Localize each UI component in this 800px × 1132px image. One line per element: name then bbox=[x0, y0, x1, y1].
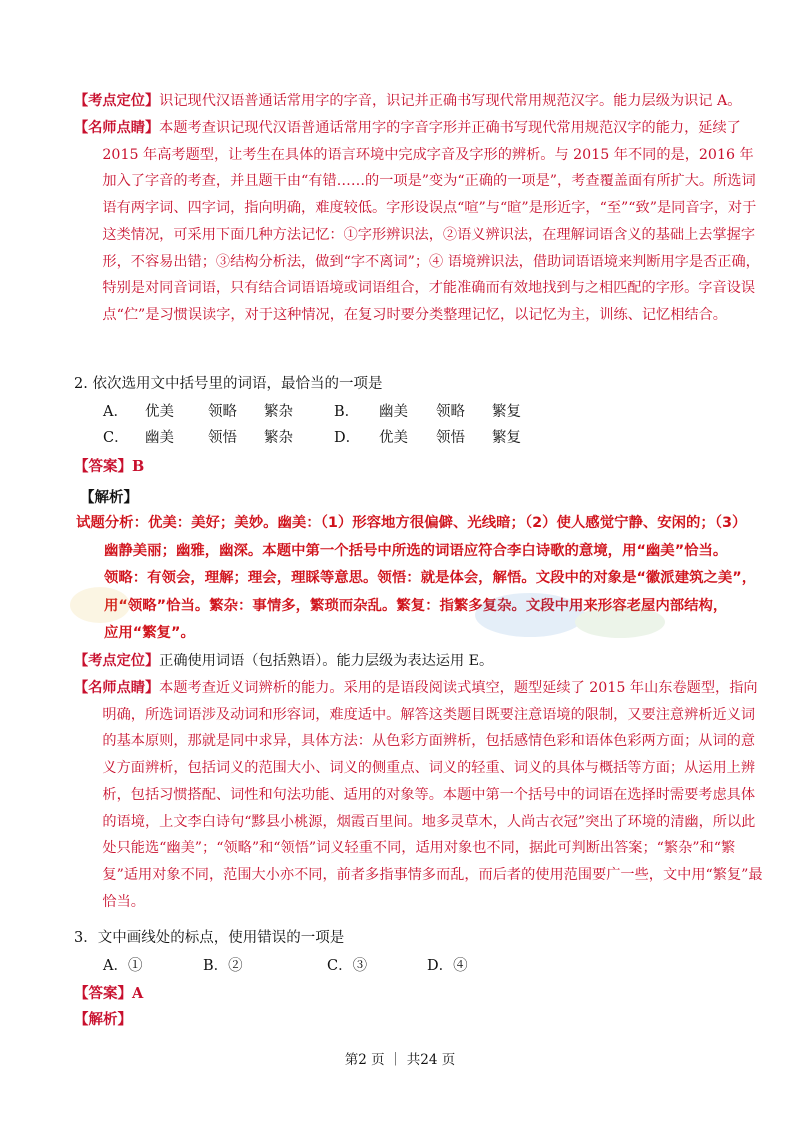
answer-tag: 【答案】 bbox=[74, 985, 132, 1002]
teacher-note-block-1 bbox=[74, 115, 767, 329]
question-3-analysis-heading bbox=[74, 1008, 132, 1029]
option-word: 幽美 bbox=[145, 430, 174, 446]
option-letter: A． bbox=[103, 404, 128, 420]
option: D．④ bbox=[427, 958, 468, 974]
option-word: 繁杂 bbox=[264, 404, 293, 420]
analysis-line: 用“领略”恰当。繁杂：事情多，繁琐而杂乱。繁复：指繁多复杂。文段中用来形容老屋内部结构， bbox=[104, 597, 728, 614]
option-word: 领悟 bbox=[208, 430, 237, 446]
answer-value: A bbox=[132, 985, 144, 1002]
option-word: 优美 bbox=[379, 430, 408, 446]
analysis-tag: 【解析】 bbox=[74, 1011, 132, 1028]
teacher-note-text: 本题考查近义词辨析的能力。采用的是语段阅读式填空，题型延续了 2015 年山东卷题型，指向明确，所选词语涉及动词和形容词，难度适中。解答这类题目既要注意语境的限制，又要注意辨析近义词的基本原则，那就是同中求异，具体方法：从色彩方面辨析，包括感情色彩和语体色彩两方面；从词的意义方面辨析，包括词义的范围大小、词义的侧重点、词义的轻重、词义的具体与概括等方面；从运用上辨析，包括习惯搭配、词性和句法功能、适用的对象等。本题中第一个括号中的词语在选择时需要考虑具体的语境，上文李白诗句“黟县小桃源，烟霞百里间。地多灵草木，人尚古衣冠”突出了环境的清幽，所以此处只能选“幽美”；“领略”和“领悟”词义轻重不同，适用对象也不同，据此可判断出答案；“繁杂”和“繁复”适用对象不同，范围大小亦不同，前者多指事情多而乱，而后者的使用范围要广一些，文中用“繁复”最恰当。 bbox=[102, 680, 763, 910]
teacher-note-text: 本题考查识记现代汉语普通话常用字的字音字形并正确书写现代常用规范汉字的能力，延续了 2015 年高考题型，让考生在具体的语言环境中完成字音及字形的辨析。与 2015 年不同的是，2016 年加入了字音的考查，并且题干由“有错……的一项是”变为“正确的一项是”，考查覆盖面有所扩大。所选词语有两字词、四字词，指向明确，难度较低。字形设误点“喧”与“暄”是形近字，“至”“致”是同音字，对于这类情况，可采用下面几种方法记忆：①字形辨识法，②语义辨识法，在理解词语含义的基础上去掌握字形，不容易出错；③结构分析法，做到“字不离词”；④ 语境辨识法，借助词语语境来判断用字是否正确，特别是对同音词语，只有结合词语语境或词语组合，才能准确而有效地找到与之相匹配的字形。字音设误点“伫”是习惯误读字，对于这种情况，在复习时要分类整理记忆，以记忆为主，训练、记忆相结合。 bbox=[102, 120, 760, 323]
teacher-note-tag: 【名师点睛】 bbox=[74, 680, 160, 696]
page-footer: 第2 页 ｜ 共24 页 bbox=[344, 1052, 456, 1068]
option: A．① bbox=[103, 958, 143, 974]
option-word: 繁复 bbox=[492, 430, 521, 446]
exam-point-tag: 【考点定位】 bbox=[74, 653, 160, 669]
option-word: 幽美 bbox=[379, 404, 408, 420]
exam-point-block-1 bbox=[74, 88, 767, 115]
exam-point-block-2 bbox=[74, 648, 767, 675]
question-3-answer bbox=[74, 982, 143, 1003]
question-3-stem: 3．文中画线处的标点，使用错误的一项是 bbox=[74, 930, 345, 946]
option: B．② bbox=[203, 958, 243, 974]
question-2-options-row-1 bbox=[103, 400, 521, 421]
option-word: 领悟 bbox=[436, 430, 465, 446]
teacher-note-block-2 bbox=[74, 675, 767, 915]
answer-value: B bbox=[132, 458, 145, 475]
exam-point-text: 识记现代汉语普通话常用字的字音，识记并正确书写现代常用规范汉字。能力层级为识记 A。 bbox=[159, 93, 742, 109]
exam-point-text: 正确使用词语（包括熟语）。能力层级为表达运用 E。 bbox=[159, 653, 494, 669]
analysis-line: 领略：有领会，理解；理会，理睬等意思。领悟：就是体会，解悟。文段中的对象是“徽派建筑之美”， bbox=[104, 570, 757, 586]
teacher-note-tag: 【名师点睛】 bbox=[74, 120, 160, 136]
analysis-tag: 【解析】 bbox=[80, 489, 138, 506]
option-letter: B． bbox=[334, 404, 360, 420]
option-letter: D． bbox=[334, 430, 361, 446]
question-2-answer bbox=[74, 455, 144, 476]
question-2-stem: 2. 依次选用文中括号里的词语，最恰当的一项是 bbox=[74, 376, 383, 392]
option-word: 优美 bbox=[145, 404, 174, 420]
answer-tag: 【答案】 bbox=[74, 458, 132, 475]
option-letter: C． bbox=[103, 430, 129, 446]
option: C．③ bbox=[327, 958, 368, 974]
question-2-options-row-2 bbox=[103, 426, 521, 447]
question-2-analysis-heading bbox=[80, 486, 138, 507]
exam-point-tag: 【考点定位】 bbox=[74, 93, 160, 109]
option-word: 领略 bbox=[436, 404, 465, 420]
analysis-line: 试题分析：优美：美好；美妙。幽美：（1）形容地方很偏僻、光线暗；（2）使人感觉宁静、安闲的；（3） bbox=[76, 515, 747, 531]
analysis-line: 应用“繁复”。 bbox=[104, 625, 195, 641]
option-word: 繁复 bbox=[492, 404, 521, 420]
analysis-line: 幽静美丽；幽雅，幽深。本题中第一个括号中所选的词语应符合李白诗歌的意境，用“幽美”恰当。 bbox=[104, 542, 728, 559]
option-word: 繁杂 bbox=[264, 430, 293, 446]
question-2-analysis-handwritten bbox=[76, 510, 757, 648]
question-3-options-row bbox=[103, 954, 468, 975]
option-word: 领略 bbox=[208, 404, 237, 420]
